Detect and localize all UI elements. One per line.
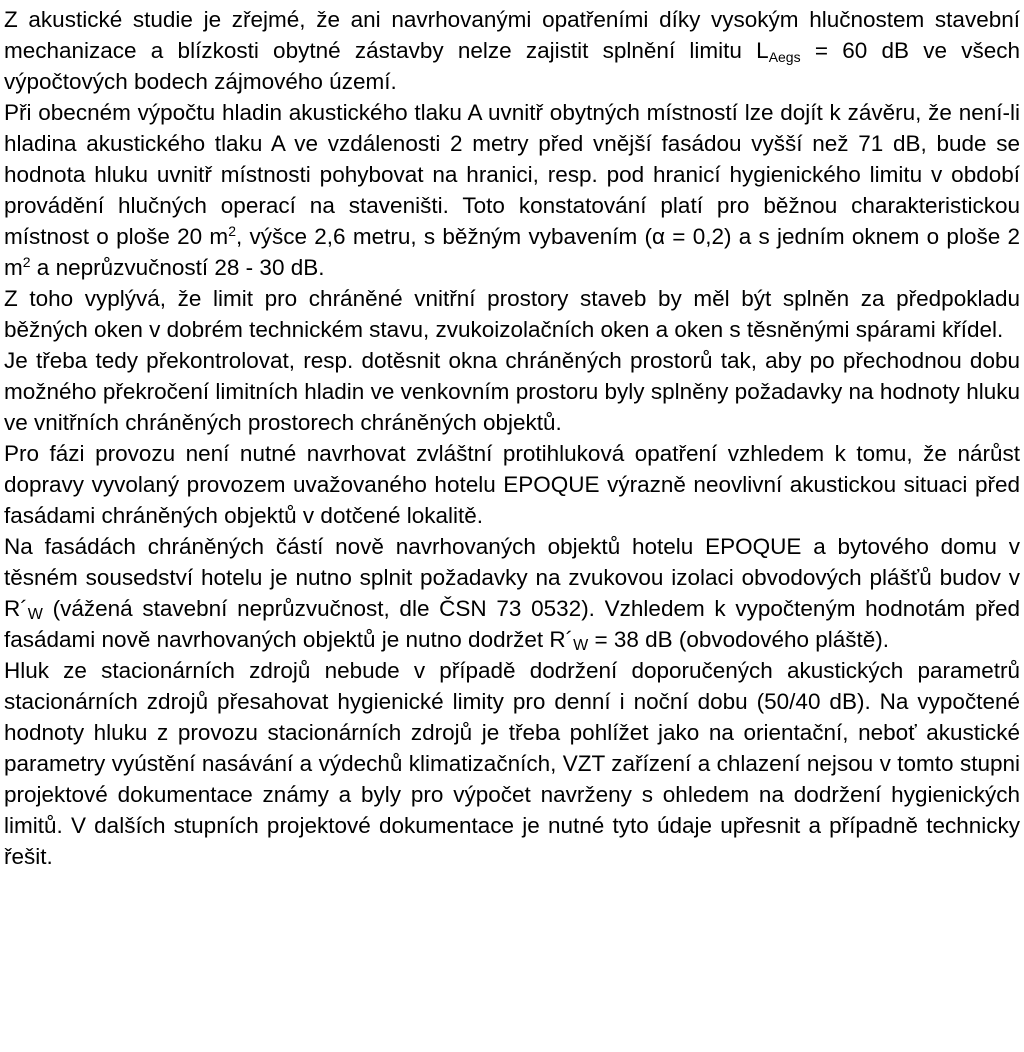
paragraph-text: = 38 dB (obvodového pláště). xyxy=(588,627,890,652)
paragraph-text: Z akustické studie je zřejmé, že ani navrhovanými opatřeními díky vysokým hlučnostem stavební mechanizace a blízkosti obytné zástavby nelze zajistit splnění limitu L xyxy=(4,7,1020,63)
superscript-squared: 2 xyxy=(22,254,31,270)
paragraph-text: Na fasádách chráněných částí nově navrhovaných objektů hotelu EPOQUE a bytového domu v těsném sousedství hotelu je nutno splnit požadavky na zvukovou izolaci obvodových plášťů budov v R´ xyxy=(4,534,1020,621)
subscript-w: W xyxy=(573,637,589,654)
paragraph-text: (vážená stavební neprůzvučnost, dle ČSN 73 0532). Vzhledem k vypočteným hodnotám před fasádami nově navrhovaných objektů je nutno dodržet R´ xyxy=(4,596,1020,652)
paragraph-text: a neprůzvučností 28 - 30 dB. xyxy=(30,255,325,280)
superscript-squared: 2 xyxy=(228,223,236,239)
paragraph-facade-insulation xyxy=(4,531,1020,655)
subscript-w: W xyxy=(27,606,43,623)
subscript-aegs: Aegs xyxy=(768,49,801,65)
paragraph-indoor-calculation xyxy=(4,97,1020,283)
paragraph-text: Při obecném výpočtu hladin akustického tlaku A uvnitř obytných místností lze dojít k závěru, že není-li hladina akustického tlaku A ve vzdálenosti 2 metry před vnější fasádou vyšší než 71 dB, bude se hodnota hluku uvnitř místnosti pohybovat na hranici, resp. pod hranicí hygienického limitu v období provádění hlučných operací na staveništi. Toto konstatování platí pro běžnou charakteristickou místnost o ploše 20 m xyxy=(4,100,1020,249)
paragraph-stationary-sources: Hluk ze stacionárních zdrojů nebude v případě dodržení doporučených akustických parametrů stacionárních zdrojů přesahovat hygienické limity pro denní i noční dobu (50/40 dB). Na vypočtené hodnoty hluku z provozu stacionárních zdrojů je třeba pohlížet jako na orientační, neboť akustické parametry vyústění nasávání a výdechů klimatizačních, VZT zařízení a chlazení nejsou v tomto stupni projektové dokumentace známy a byly pro výpočet navrženy s ohledem na dodržení hygienických limitů. V dalších stupních projektové dokumentace je nutné tyto údaje upřesnit a případně technicky řešit. xyxy=(4,658,1020,869)
paragraph-windows-conclusion: Z toho vyplývá, že limit pro chráněné vnitřní prostory staveb by měl být splněn za předpokladu běžných oken v dobrém technickém stavu, zvukoizolačních oken a oken s těsněnými spárami křídel. xyxy=(4,286,1020,342)
paragraph-text: = 60 dB ve všech výpočtových bodech zájmového území. xyxy=(4,38,1021,94)
paragraph-noise-limit xyxy=(4,4,1020,97)
paragraph-text: , výšce 2,6 metru, s běžným vybavením (α = 0,2) a s jedním oknem o ploše 2 m xyxy=(4,224,1020,280)
paragraph-operation-phase: Pro fázi provozu není nutné navrhovat zvláštní protihluková opatření vzhledem k tomu, že nárůst dopravy vyvolaný provozem uvažovaného hotelu EPOQUE výrazně neovlivní akustickou situaci před fasádami chráněných objektů v dotčené lokalitě. xyxy=(4,441,1020,528)
document-page xyxy=(4,4,1020,872)
paragraph-window-sealing: Je třeba tedy překontrolovat, resp. dotěsnit okna chráněných prostorů tak, aby po přechodnou dobu možného překročení limitních hladin ve venkovním prostoru byly splněny požadavky na hodnoty hluku ve vnitřních chráněných prostorech chráněných objektů. xyxy=(4,348,1020,435)
